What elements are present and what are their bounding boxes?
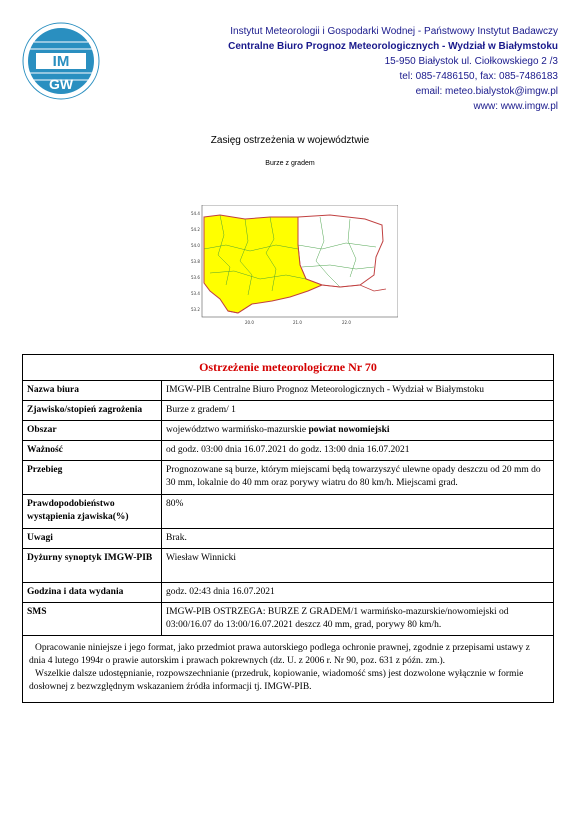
map-subtitle: Burze z gradem bbox=[265, 160, 315, 167]
row-label: Ważność bbox=[23, 441, 162, 461]
address: 15-950 Białystok ul. Ciołkowskiego 2 /3 bbox=[384, 56, 558, 67]
copyright-line: Opracowanie niniejsze i jego format, jako przedmiot prawa autorskiego podlega ochronie prawnej, zgodnie z przepisami ustawy z dnia 4 lutego 1994r o prawie autorskim i prawach pokrewnych (dz. U. z 2006 r. Nr 90, poz. 631 z późn. zm.). bbox=[29, 643, 530, 666]
lon-label: 20.0 bbox=[245, 320, 254, 325]
lat-label: 54.2 bbox=[191, 227, 200, 232]
lat-label: 53.4 bbox=[191, 291, 200, 296]
table-row bbox=[23, 401, 554, 421]
table-row bbox=[23, 549, 554, 583]
row-label: Prawdopodobieństwo wystąpienia zjawiska(%) bbox=[23, 495, 162, 529]
copyright-note bbox=[23, 636, 554, 703]
table-row bbox=[23, 461, 554, 495]
office-name: Centralne Biuro Prognoz Meteorologicznych - Wydział w Białymstoku bbox=[228, 41, 558, 52]
row-label: Nazwa biura bbox=[23, 381, 162, 401]
table-row bbox=[23, 529, 554, 549]
institute-name: Instytut Meteorologii i Gospodarki Wodnej - Państwowy Instytut Badawczy bbox=[230, 26, 558, 37]
row-value: Burze z gradem/ 1 bbox=[162, 401, 554, 421]
email[interactable]: email: meteo.bialystok@imgw.pl bbox=[415, 86, 558, 97]
table-row bbox=[23, 421, 554, 441]
warning-title: Ostrzeżenie meteorologiczne Nr 70 bbox=[23, 355, 554, 381]
lat-label: 53.2 bbox=[191, 307, 200, 312]
logo-text-top: IM bbox=[52, 53, 70, 70]
table-row bbox=[23, 441, 554, 461]
map-title: Zasięg ostrzeżenia w województwie bbox=[210, 135, 370, 146]
table-row bbox=[23, 495, 554, 529]
lat-label: 54.0 bbox=[191, 243, 200, 248]
logo-text-bottom: GW bbox=[48, 76, 74, 92]
lat-label: 54.4 bbox=[191, 211, 200, 216]
row-value: 80% bbox=[162, 495, 554, 529]
lon-label: 22.0 bbox=[342, 320, 351, 325]
lat-label: 53.6 bbox=[191, 275, 200, 280]
area-region: województwo warmińsko-mazurskie bbox=[166, 425, 307, 435]
row-value: IMGW-PIB Centralne Biuro Prognoz Meteorologicznych - Wydział w Białymstoku bbox=[162, 381, 554, 401]
row-label: Zjawisko/stopień zagrożenia bbox=[23, 401, 162, 421]
row-label: Godzina i data wydania bbox=[23, 583, 162, 603]
lat-label: 53.8 bbox=[191, 259, 200, 264]
row-value: Prognozowane są burze, którym miejscami będą towarzyszyć ulewne opady deszczu od 20 mm do 30 mm, lokalnie do 40 mm oraz porywy wiatru do 80 km/h. Miejscami grad. bbox=[162, 461, 554, 495]
phone-fax: tel: 085-7486150, fax: 085-7486183 bbox=[399, 71, 558, 82]
row-value: godz. 02:43 dnia 16.07.2021 bbox=[162, 583, 554, 603]
warning-table bbox=[22, 354, 554, 703]
map-region-east bbox=[298, 215, 383, 287]
row-label: Uwagi bbox=[23, 529, 162, 549]
imgw-logo bbox=[22, 22, 100, 100]
row-value: Brak. bbox=[162, 529, 554, 549]
row-label: SMS bbox=[23, 603, 162, 636]
warning-map bbox=[190, 205, 398, 327]
table-row bbox=[23, 583, 554, 603]
row-value: Wiesław Winnicki bbox=[162, 549, 554, 583]
row-value: IMGW-PIB OSTRZEGA: BURZE Z GRADEM/1 warmińsko-mazurskie/nowomiejski od 03:00/16.07 do 13:00/16.07.2021 deszcz 40 mm, grad, porywy 80 km/h. bbox=[162, 603, 554, 636]
institute-header bbox=[228, 24, 558, 114]
website[interactable]: www: www.imgw.pl bbox=[473, 101, 558, 112]
lon-label: 21.0 bbox=[293, 320, 302, 325]
distribution-line: Wszelkie dalsze udostępnianie, rozpowszechnianie (przedruk, kopiowanie, wiadomość sms) jest dozwolone wyłącznie w formie dosłownej z bezwzględnym wskazaniem źródła informacji tj. IMGW-PIB. bbox=[29, 669, 524, 692]
row-label: Przebieg bbox=[23, 461, 162, 495]
row-value bbox=[162, 421, 554, 441]
row-label: Dyżurny synoptyk IMGW-PIB bbox=[23, 549, 162, 583]
table-row bbox=[23, 603, 554, 636]
row-label: Obszar bbox=[23, 421, 162, 441]
table-row bbox=[23, 381, 554, 401]
area-county: powiat nowomiejski bbox=[308, 425, 390, 435]
row-value: od godz. 03:00 dnia 16.07.2021 do godz. 13:00 dnia 16.07.2021 bbox=[162, 441, 554, 461]
